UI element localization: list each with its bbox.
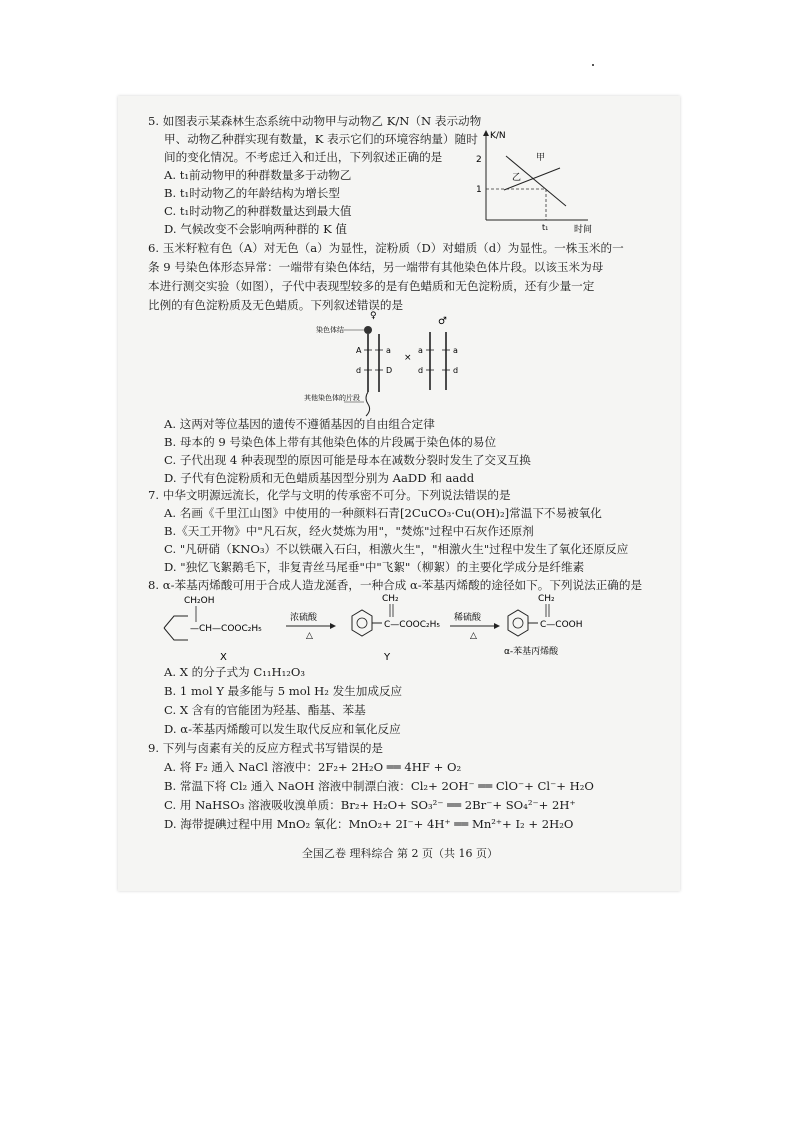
allele-a-male-2: a xyxy=(453,346,458,355)
product-methylene: CH₂ xyxy=(538,594,555,604)
x-hydroxymethyl: CH₂OH xyxy=(184,596,215,606)
q6-stem-line-3: 本进行测交实验（如图），子代中表现型较多的是有色蜡质和无色淀粉质，还有少量一定 xyxy=(148,279,595,293)
compound-y-label: Y xyxy=(384,652,391,663)
q5-stem-line-2: 甲、动物乙种群实现有数量，K 表示它们的环境容纳量）随时 xyxy=(164,132,478,146)
cross-symbol: × xyxy=(404,353,412,363)
q6-chromosome-figure xyxy=(300,310,480,418)
product-acid-chain: C—COOH xyxy=(540,620,583,630)
segment-label: 其他染色体的片段 xyxy=(304,394,360,402)
y-methylene: CH₂ xyxy=(382,594,399,604)
q8-reaction-scheme xyxy=(158,592,608,664)
q7-option-c: C. "凡研硝（KNO₃）不以铁碾入石臼，相激火生"，"相激火生"过程中发生了氧化还原反应 xyxy=(164,542,629,556)
q5-graph-tick-1: 1 xyxy=(476,185,482,195)
q8-option-b: B. 1 mol Y 最多能与 5 mol H₂ 发生加成反应 xyxy=(164,684,403,698)
q9-stem: 9. 下列与卤素有关的反应方程式书写错误的是 xyxy=(148,741,384,755)
allele-a-female: a xyxy=(386,346,391,355)
y-ester-chain: C—COOC₂H₅ xyxy=(384,620,441,630)
q9-option-d: D. 海带提碘过程中用 MnO₂ 氧化：MnO₂+ 2I⁻+ 4H⁺ ══ Mn²⁺+ I₂ + 2H₂O xyxy=(164,817,574,831)
q7-stem: 7. 中华文明源远流长，化学与文明的传承密不可分。下列说法错误的是 xyxy=(148,488,511,502)
q9-option-a: A. 将 F₂ 通入 NaCl 溶液中：2F₂+ 2H₂O ══ 4HF + O₂ xyxy=(164,760,462,774)
q5-graph-xlabel: 时间 xyxy=(574,225,593,234)
knob-label: 染色体结 xyxy=(316,326,344,334)
q5-option-d: D. 气候改变不会影响两种群的 K 值 xyxy=(164,222,348,236)
q8-stem: 8. α-苯基丙烯酸可用于合成人造龙涎香，一种合成 α-苯基丙烯酸的途径如下。下列说法正确的是 xyxy=(148,578,643,592)
allele-d-male-1: d xyxy=(418,366,424,375)
q5-graph-ylabel: K/N xyxy=(490,131,506,141)
scan-speck xyxy=(592,64,594,66)
q9-option-b: B. 常温下将 Cl₂ 通入 NaOH 溶液中制漂白液：Cl₂+ 2OH⁻ ══ ClO⁻+ Cl⁻+ H₂O xyxy=(164,779,594,793)
q7-option-a: A. 名画《千里江山图》中使用的一种颜料石青[2CuCO₃·Cu(OH)₂]常温下不易被氧化 xyxy=(164,506,602,520)
q9-option-c: C. 用 NaHSO₃ 溶液吸收溴单质：Br₂+ H₂O+ SO₃²⁻ ══ 2Br⁻+ SO₄²⁻+ 2H⁺ xyxy=(164,798,576,812)
q8-option-d: D. α-苯基丙烯酸可以发生取代反应和氧化反应 xyxy=(164,722,401,736)
y-benzene-ring xyxy=(352,610,372,636)
allele-D: D xyxy=(386,366,393,375)
q5-graph xyxy=(470,126,610,234)
product-benzene-ring xyxy=(508,610,528,636)
product-label: α-苯基丙烯酸 xyxy=(504,647,559,657)
chromosome-knob xyxy=(364,326,372,334)
female-symbol: ♀ xyxy=(370,311,377,321)
q6-stem-line-4: 比例的有色淀粉质及无色蜡质。下列叙述错误的是 xyxy=(148,298,404,312)
q6-option-d: D. 子代有色淀粉质和无色蜡质基因型分别为 AaDD 和 aadd xyxy=(164,471,475,485)
q6-option-b: B. 母本的 9 号染色体上带有其他染色体的片段属于染色体的易位 xyxy=(164,435,497,449)
q5-option-c: C. t₁时动物乙的种群数量达到最大值 xyxy=(164,204,352,218)
q5-graph-label-b: 乙 xyxy=(512,173,522,183)
q5-graph-label-a: 甲 xyxy=(536,153,546,163)
q5-stem-line-1: 5. 如图表示某森林生态系统中动物甲与动物乙 K/N（N 表示动物 xyxy=(148,114,482,128)
condition-1-heat: △ xyxy=(306,631,313,641)
q7-option-b: B.《天工开物》中"凡石灰，经火焚炼为用"，"焚炼"过程中石灰作还原剂 xyxy=(164,524,534,538)
male-symbol: ♂ xyxy=(438,316,447,327)
allele-a-male-1: a xyxy=(418,346,423,355)
q7-option-d: D. "独忆飞絮鹅毛下，非复青丝马尾垂"中"飞絮"（柳絮）的主要化学成分是纤维素 xyxy=(164,560,585,574)
q5-graph-tick-t1: t₁ xyxy=(542,223,549,232)
q5-option-a: A. t₁前动物甲的种群数量多于动物乙 xyxy=(164,168,352,182)
q6-option-c: C. 子代出现 4 种表现型的原因可能是母本在减数分裂时发生了交叉互换 xyxy=(164,453,531,467)
q8-option-c: C. X 含有的官能团为羟基、酯基、苯基 xyxy=(164,703,366,717)
x-ester-chain: —CH—COOC₂H₅ xyxy=(190,624,262,634)
allele-d-male-2: d xyxy=(453,366,459,375)
q6-stem-line-2: 条 9 号染色体形态异常：一端带有染色体结，另一端带有其他染色体片段。以该玉米为母 xyxy=(148,260,604,274)
condition-2-heat: △ xyxy=(470,631,477,641)
q5-option-b: B. t₁时动物乙的年龄结构为增长型 xyxy=(164,186,340,200)
condition-2-reagent: 稀硫酸 xyxy=(454,613,482,623)
q6-option-a: A. 这两对等位基因的遗传不遵循基因的自由组合定律 xyxy=(164,417,435,431)
compound-x-label: X xyxy=(220,652,227,663)
page-footer: 全国乙卷 理科综合 第 2 页（共 16 页） xyxy=(302,847,498,860)
q8-option-a: A. X 的分子式为 C₁₁H₁₂O₃ xyxy=(164,665,306,679)
q5-stem-line-3: 间的变化情况。不考虑迁入和迁出，下列叙述正确的是 xyxy=(164,150,443,164)
translocated-segment xyxy=(366,392,370,416)
allele-d-female: d xyxy=(356,366,362,375)
condition-1-reagent: 浓硫酸 xyxy=(290,613,318,623)
q5-graph-tick-2: 2 xyxy=(476,155,482,165)
q6-stem-line-1: 6. 玉米籽粒有色（A）对无色（a）为显性，淀粉质（D）对蜡质（d）为显性。一株玉米的一 xyxy=(148,241,624,255)
allele-A: A xyxy=(356,346,362,355)
